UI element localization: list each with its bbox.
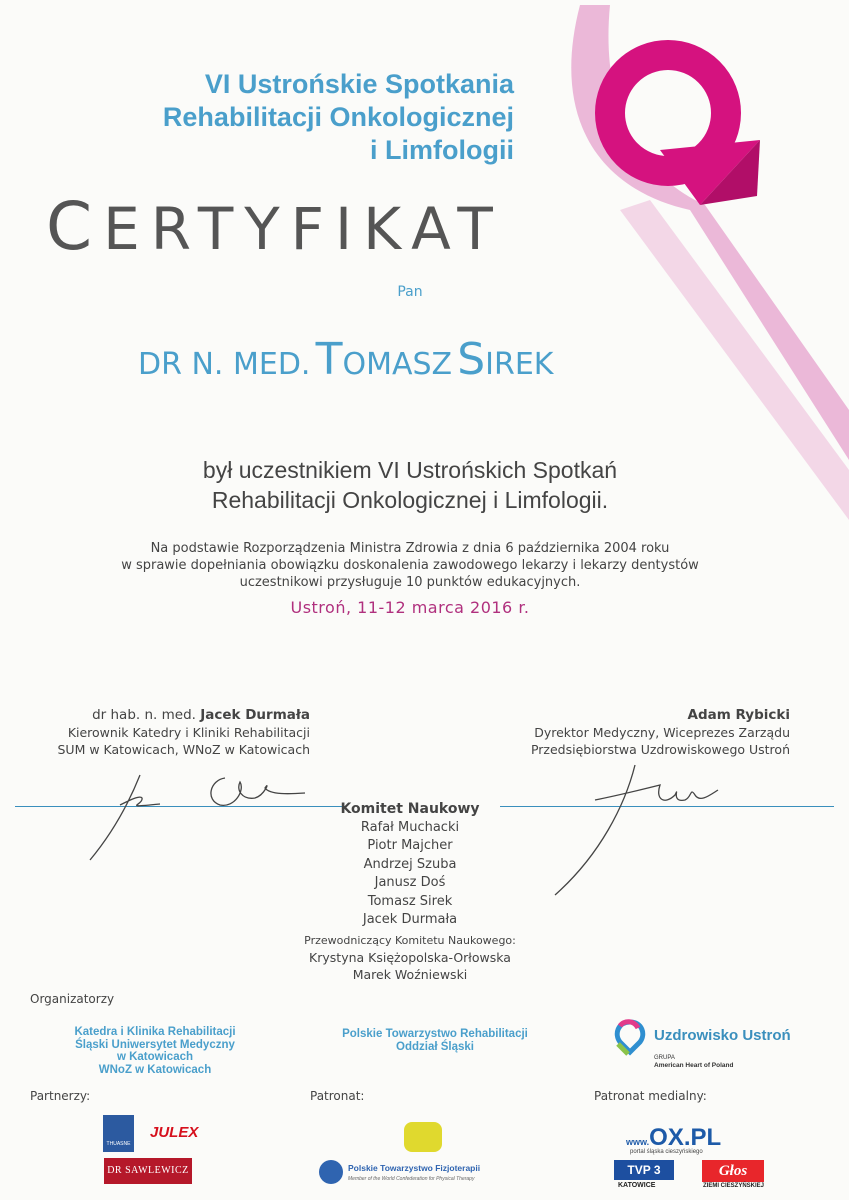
name-first-initial: T: [315, 334, 343, 385]
glos-logo: Głos: [702, 1160, 764, 1182]
thuasne-text: THUASNE: [106, 1141, 131, 1147]
signatory-left-degree: dr hab. n. med.: [92, 707, 196, 723]
place-date: Ustroń, 11-12 marca 2016 r.: [290, 598, 530, 617]
participation-line1: był uczestnikiem VI Ustrońskich Spotkań: [202, 457, 618, 483]
signatory-left-role1: Kierownik Katedry i Kliniki Rehabilitacji: [67, 725, 310, 740]
certificate-title-first: C: [46, 188, 104, 265]
recipient-name: [138, 334, 553, 385]
oxpl-logo: [626, 1124, 721, 1152]
uzdrowisko-logo-icon: [612, 1016, 648, 1056]
glos-subtitle: ZIEMI CIESZYŃSKIEJ: [703, 1183, 765, 1189]
event-title-line3: i Limfologii: [370, 135, 514, 165]
event-title: [163, 68, 514, 167]
signature-right-image: [540, 755, 740, 905]
chair-name: Krystyna Księżopolska-Orłowska: [309, 950, 511, 965]
committee-member: Rafał Muchacki: [360, 819, 460, 835]
committee-chairs: [250, 932, 570, 983]
signature-left-image: [60, 760, 310, 870]
org1-line: WNoZ w Katowicach: [98, 1063, 212, 1076]
organizer-ptr: [310, 1028, 560, 1053]
certificate-title: [46, 188, 504, 265]
thuasne-logo: [103, 1115, 134, 1152]
ptf-subtitle: Member of the World Confederation for Physical Therapy: [348, 1176, 475, 1182]
ptf-logo-icon: [319, 1160, 343, 1184]
committee-member: Piotr Majcher: [367, 838, 453, 853]
legal-basis: [60, 540, 760, 591]
name-first-rest: OMASZ: [342, 347, 453, 382]
signatory-right: [500, 707, 790, 758]
chair-name: Marek Woźniewski: [352, 967, 468, 982]
name-prefix: DR N. MED.: [138, 347, 311, 382]
legal-line2: w sprawie dopełniania obowiązku doskonalenia zawodowego lekarzy i lekarzy dentystów: [121, 558, 699, 573]
name-last-rest: IREK: [485, 347, 554, 382]
org2-line: Polskie Towarzystwo Rehabilitacji: [342, 1028, 528, 1040]
patronage-badge-icon: [404, 1122, 442, 1152]
participation-line2: Rehabilitacji Onkologicznej i Limfologii.: [211, 487, 609, 513]
tvp3-logo: TVP 3: [614, 1160, 674, 1180]
committee-member: Andrzej Szuba: [363, 856, 457, 872]
sawlewicz-logo: DR SAWLEWICZ: [104, 1158, 192, 1184]
uzdrowisko-name: Uzdrowisko Ustroń: [654, 1027, 791, 1044]
org1-line: Katedra i Klinika Rehabilitacji: [74, 1026, 236, 1038]
tvp3-subtitle: KATOWICE: [618, 1182, 656, 1189]
uzdrowisko-group: [654, 1055, 733, 1069]
patronage-label: Patronat:: [310, 1089, 365, 1103]
event-title-line1: VI Ustrońskie Spotkania: [204, 69, 514, 99]
legal-line1: Na podstawie Rozporządzenia Ministra Zdrowia z dnia 6 października 2004 roku: [150, 541, 670, 556]
signatory-right-role2: Przedsiębiorstwa Uzdrowiskowego Ustroń: [530, 742, 790, 757]
julex-logo: JULEX: [150, 1124, 199, 1141]
committee-heading: Komitet Naukowy: [340, 801, 480, 817]
salutation: Pan: [397, 284, 423, 300]
org1-line: w Katowicach: [116, 1051, 194, 1063]
scientific-committee: [280, 800, 540, 930]
signatory-left-name: Jacek Durmała: [200, 707, 310, 723]
org2-line: Oddział Śląski: [396, 1040, 474, 1053]
signatory-right-name: Adam Rybicki: [687, 707, 790, 723]
name-last-initial: S: [457, 334, 486, 385]
certificate-title-rest: ERTYFIKAT: [103, 195, 504, 263]
committee-member: Jacek Durmała: [362, 912, 458, 927]
committee-member: Janusz Doś: [374, 875, 446, 890]
signatory-right-role1: Dyrektor Medyczny, Wiceprezes Zarządu: [534, 725, 790, 740]
signatory-left-role2: SUM w Katowicach, WNoZ w Katowicach: [57, 742, 310, 757]
event-title-line2: Rehabilitacji Onkologicznej: [162, 102, 514, 132]
organizers-label: Organizatorzy: [30, 992, 115, 1006]
signatory-left: [20, 707, 310, 758]
chair-label: Przewodniczący Komitetu Naukowego:: [304, 934, 516, 947]
uzdrowisko-group-name: American Heart of Poland: [654, 1062, 734, 1069]
org1-line: Śląski Uniwersytet Medyczny: [75, 1038, 235, 1051]
organizer-katedra: [45, 1026, 265, 1076]
media-label: Patronat medialny:: [594, 1089, 707, 1103]
oxpl-main: OX.PL: [649, 1124, 722, 1151]
uzdrowisko-group-label: GRUPA: [654, 1055, 675, 1061]
ptf-name: Polskie Towarzystwo Fizjoterapii: [348, 1163, 481, 1173]
committee-member: Tomasz Sirek: [367, 893, 453, 909]
oxpl-www: www.: [626, 1137, 650, 1147]
oxpl-subtitle: portal śląska cieszyńskiego: [630, 1149, 703, 1155]
partners-label: Partnerzy:: [30, 1089, 91, 1103]
legal-line3: uczestnikowi przysługuje 10 punktów edukacyjnych.: [239, 575, 581, 590]
participation-statement: [0, 455, 820, 515]
